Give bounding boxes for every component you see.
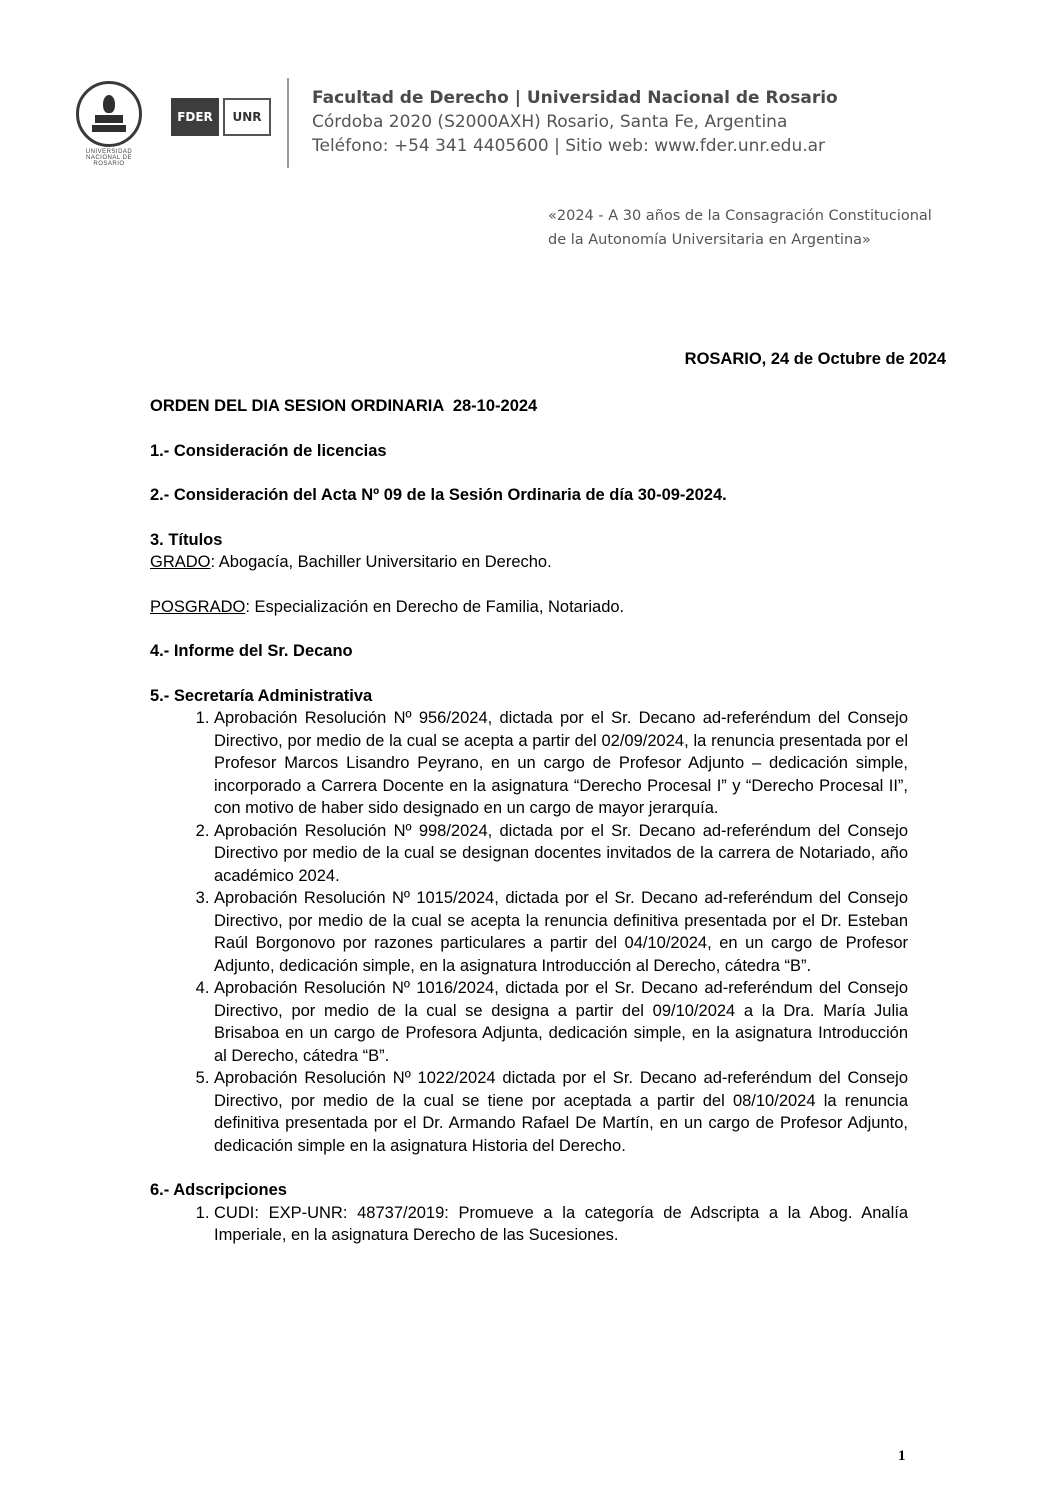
fder-logo: FDER	[171, 98, 219, 136]
section-5-heading: 5.- Secretaría Administrativa	[150, 686, 373, 705]
year-motto	[548, 204, 932, 252]
list-item: 1. CUDI: EXP-UNR: 48737/2019: Promueve a la categoría de Adscripta a la Abog. Analía Imperiale, en la asignatura Derecho de las Sucesiones.	[214, 1202, 908, 1247]
document-title: ORDEN DEL DIA SESION ORDINARIA 28-10-2024	[150, 397, 538, 415]
seal-caption: UNIVERSIDAD NACIONAL DE ROSARIO	[85, 149, 133, 167]
section-3-heading: 3. Títulos	[150, 530, 223, 549]
institution-info	[312, 86, 838, 158]
grado-text: : Abogacía, Bachiller Universitario en Derecho.	[210, 553, 552, 571]
list-item: 2. Aprobación Resolución Nº 998/2024, dictada por el Sr. Decano ad-referéndum del Consejo Directivo por medio de la cual se designan docentes invitados de la carrera de Notariado, año académico 2024.	[214, 820, 908, 888]
list-item: 4. Aprobación Resolución Nº 1016/2024, dictada por el Sr. Decano ad-referéndum del Consejo Directivo, por medio de la cual se designa a partir del 09/10/2024 a la Dra. María Julia Brisaboa en un cargo de Profesora Adjunta, dedicación simple, en la asignatura Introducción al Derecho, cátedra “B”.	[214, 977, 908, 1067]
section-6-heading: 6.- Adscripciones	[150, 1181, 287, 1199]
section-6-list	[150, 1202, 908, 1247]
posgrado-line	[150, 596, 908, 619]
letterhead	[76, 76, 976, 176]
motto-line-1: «2024 - A 30 años de la Consagración Constitucional	[548, 208, 932, 224]
section-4-heading: 4.- Informe del Sr. Decano	[150, 642, 353, 660]
posgrado-label: POSGRADO	[150, 597, 246, 616]
institution-name: Facultad de Derecho | Universidad Nacional de Rosario	[312, 88, 838, 108]
university-seal-icon	[76, 81, 142, 167]
motto-line-2: de la Autonomía Universitaria en Argentina»	[548, 232, 871, 248]
list-item: 1. Aprobación Resolución Nº 956/2024, dictada por el Sr. Decano ad-referéndum del Consejo Directivo, por medio de la cual se acepta a partir del 02/09/2024, la renuncia presentada por el Profesor Marcos Lisandro Peyrano, en un cargo de Profesor Adjunto – dedicación simple, incorporado a Carrera Docente en la asignatura “Derecho Procesal I” y “Derecho Procesal II”, con motivo de haber sido designado en un cargo de mayor jerarquía.	[214, 707, 908, 820]
document-body	[150, 395, 908, 1247]
unr-logo: UNR	[223, 98, 271, 136]
document-date: ROSARIO, 24 de Octubre de 2024	[684, 350, 946, 368]
page-number: 1	[898, 1448, 906, 1464]
grado-label: GRADO	[150, 553, 211, 571]
header-divider	[287, 78, 289, 168]
posgrado-text: : Especialización en Derecho de Familia, Notariado.	[245, 597, 625, 616]
section-5-list	[150, 707, 908, 1157]
institution-contact: Teléfono: +54 341 4405600 | Sitio web: www.fder.unr.edu.ar	[312, 136, 826, 156]
section-2-heading: 2.- Consideración del Acta Nº 09 de la Sesión Ordinaria de día 30-09-2024.	[150, 486, 727, 504]
section-1-heading: 1.- Consideración de licencias	[150, 441, 387, 460]
list-item: 5. Aprobación Resolución Nº 1022/2024 dictada por el Sr. Decano ad-referéndum del Consejo Directivo, por medio de la cual se tiene por aceptada a partir del 08/10/2024 la renuncia definitiva presentada por el Dr. Armando Rafael De Martín, en un cargo de Profesor Adjunto, dedicación simple en la asignatura Historia del Derecho.	[214, 1067, 908, 1157]
grado-line	[150, 551, 908, 574]
list-item: 3. Aprobación Resolución Nº 1015/2024, dictada por el Sr. Decano ad-referéndum del Consejo Directivo, por medio de la cual se acepta la renuncia definitiva presentada por el Dr. Esteban Raúl Borgonovo por razones particulares a partir del 04/10/2024, en un cargo de Profesor Adjunto, dedicación simple, en la asignatura Introducción al Derecho, cátedra “B”.	[214, 887, 908, 977]
institution-address: Córdoba 2020 (S2000AXH) Rosario, Santa Fe, Argentina	[312, 112, 788, 132]
